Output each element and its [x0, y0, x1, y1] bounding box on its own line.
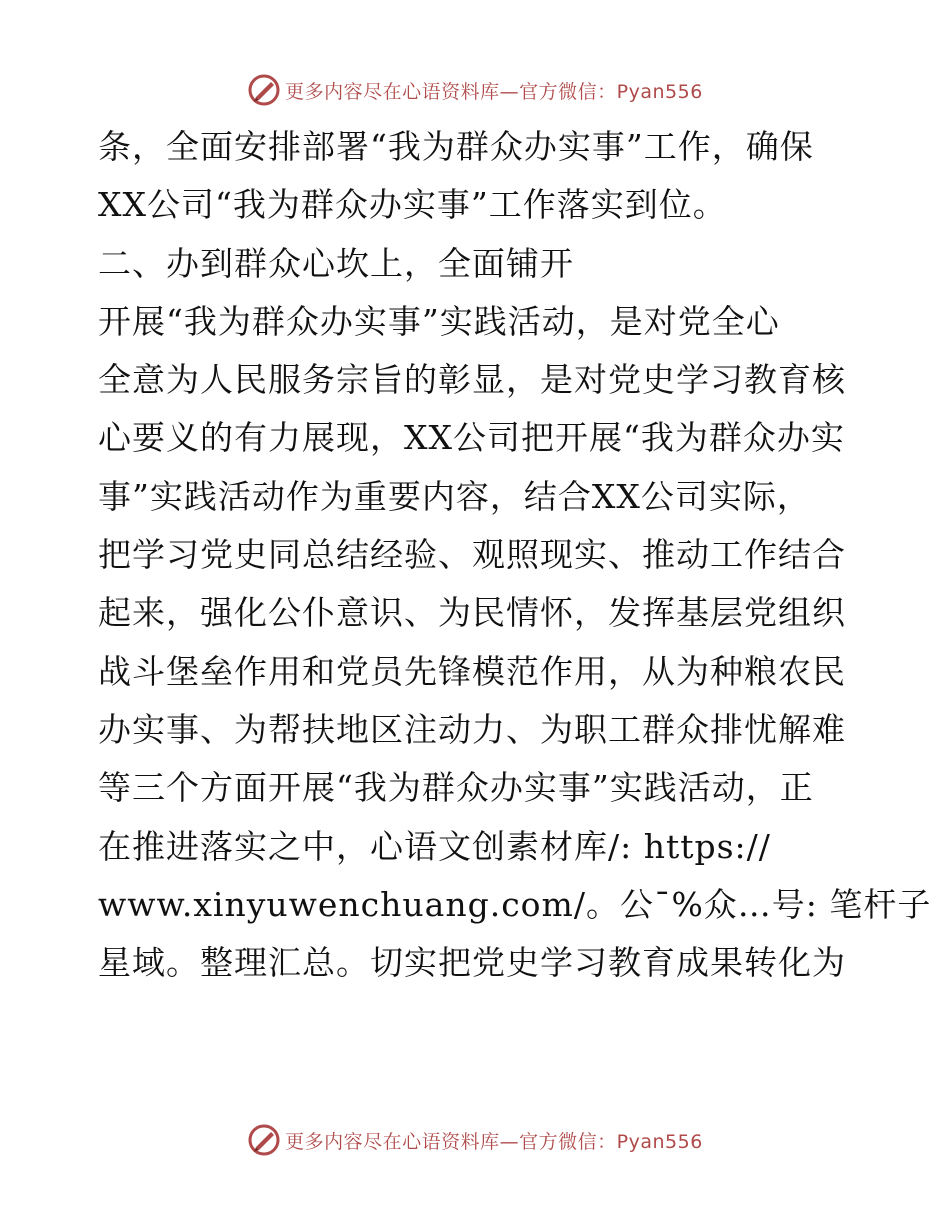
header-watermark [0, 70, 950, 110]
header-watermark-dash: — [499, 80, 520, 103]
body-line: 办实事、为帮扶地区注动力、为职工群众排忧解难 [98, 709, 846, 749]
header-watermark-brand: 更多内容尽在心语资料库 [285, 80, 500, 103]
document-body [98, 118, 932, 992]
body-line: 全意为人民服务宗旨的彰显，是对党史学习教育核 [98, 360, 846, 400]
body-line: 条，全面安排部署“我为群众办实事”工作，确保 [98, 127, 814, 166]
header-watermark-contact: 官方微信：Pyan556 [519, 80, 703, 103]
pen-logo-icon [247, 1123, 281, 1157]
body-line: 战斗堡垒作用和党员先锋模范作用，从为种粮农民 [98, 651, 846, 691]
section-heading: 二、办到群众心坎上，全面铺开 [98, 243, 574, 283]
footer-watermark [0, 1120, 950, 1160]
body-line: 心要义的有力展现，XX公司把开展“我为群众办实 [98, 418, 845, 458]
body-line: XX公司“我为群众办实事”工作落实到位。 [98, 185, 727, 225]
pen-logo-icon [247, 73, 281, 107]
body-line: 星域。整理汇总。切实把党史学习教育成果转化为 [98, 943, 846, 983]
body-line: 把学习党史同总结经验、观照现实、推动工作结合 [98, 535, 846, 575]
footer-watermark-brand: 更多内容尽在心语资料库 [285, 1130, 500, 1153]
footer-watermark-contact: 官方微信：Pyan556 [519, 1130, 703, 1153]
body-line: www.xinyuwenchuang.com/。公¯%众…号: 笔杆子 [98, 884, 932, 924]
body-line: 起来，强化公仆意识、为民情怀，发挥基层党组织 [98, 593, 846, 633]
body-line: 事”实践活动作为重要内容，结合XX公司实际， [98, 476, 811, 516]
body-line: 等三个方面开展“我为群众办实事”实践活动，正 [98, 768, 814, 808]
footer-watermark-text [285, 1127, 703, 1154]
header-watermark-text [285, 77, 703, 104]
body-line: 开展“我为群众办实事”实践活动，是对党全心 [98, 301, 780, 341]
footer-watermark-dash: — [499, 1130, 520, 1153]
body-line: 在推进落实之中，心语文创素材库/: https:// [98, 826, 771, 866]
